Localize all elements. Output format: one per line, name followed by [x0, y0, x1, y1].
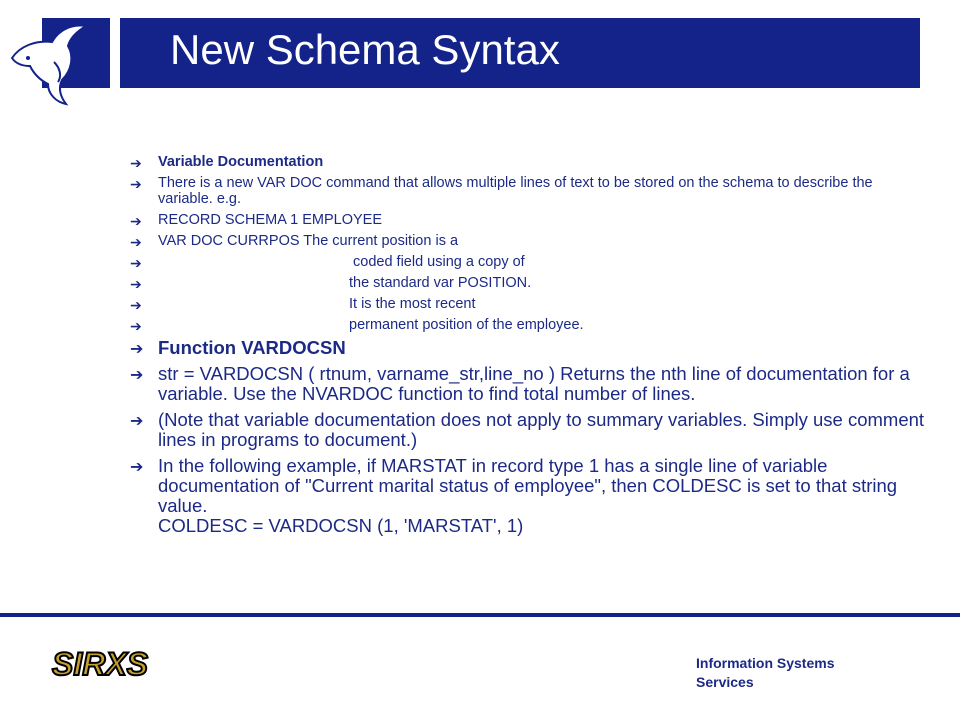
arrow-right-icon: ➔	[130, 318, 142, 334]
bullet-text: RECORD SCHEMA 1 EMPLOYEE	[158, 212, 382, 228]
bullet-text: Function VARDOCSN	[158, 337, 346, 358]
bullet-item	[130, 154, 930, 170]
bullet-item	[130, 317, 930, 333]
footer-org-line1: Information Systems	[696, 655, 835, 671]
arrow-right-icon: ➔	[130, 341, 144, 358]
arrow-right-icon: ➔	[130, 297, 142, 313]
bullet-item	[130, 338, 930, 358]
title-bar	[120, 18, 920, 88]
arrow-right-icon: ➔	[130, 234, 142, 250]
bullet-item	[130, 410, 930, 450]
arrow-right-icon: ➔	[130, 155, 142, 171]
arrow-right-icon: ➔	[130, 176, 142, 192]
bullet-list	[130, 154, 930, 542]
slide-title: New Schema Syntax	[170, 26, 560, 73]
footer-divider	[0, 613, 960, 617]
bullet-text: Variable Documentation	[158, 154, 324, 170]
bullet-item	[130, 254, 930, 270]
bullet-item	[130, 516, 930, 536]
footer-org-line2: Services	[696, 674, 754, 690]
bullet-text: VAR DOC CURRPOS The current position is a	[158, 233, 459, 249]
bullet-text: (Note that variable documentation does not apply to summary variables. Simply use comment lines in programs to document.)	[158, 409, 925, 450]
sirxs-logo	[50, 645, 150, 681]
bullet-text: It is the most recent	[349, 296, 476, 312]
bullet-text: There is a new VAR DOC command that allows multiple lines of text to be stored on the schema to describe the variable. e.g.	[158, 175, 873, 207]
arrow-right-icon: ➔	[130, 276, 142, 292]
arrow-right-icon: ➔	[130, 255, 142, 271]
sirxs-logo-text: SIRXS	[51, 646, 149, 681]
arrow-right-icon: ➔	[130, 213, 142, 229]
dolphin-logo-icon	[0, 18, 110, 106]
bullet-item	[130, 456, 930, 516]
bullet-item	[130, 212, 930, 228]
arrow-right-icon: ➔	[130, 367, 144, 384]
bullet-text: In the following example, if MARSTAT in record type 1 has a single line of variable documentation of "Current marital status of employee", then COLDESC is set to that string value.	[158, 455, 898, 516]
bullet-text: the standard var POSITION.	[349, 275, 532, 291]
arrow-right-icon: ➔	[130, 459, 144, 476]
bullet-text: permanent position of the employee.	[349, 317, 584, 333]
footer-org	[696, 654, 834, 692]
bullet-item	[130, 275, 930, 291]
bullet-item	[130, 175, 930, 207]
bullet-text: COLDESC = VARDOCSN (1, 'MARSTAT', 1)	[158, 515, 524, 536]
bullet-text: str = VARDOCSN ( rtnum, varname_str,line_no ) Returns the nth line of documentation for a variable. Use the NVARDOC function to find total number of lines.	[158, 363, 910, 404]
arrow-right-icon: ➔	[130, 413, 144, 430]
bullet-item	[130, 296, 930, 312]
bullet-item	[130, 364, 930, 404]
bullet-item	[130, 233, 930, 249]
bullet-text: coded field using a copy of	[353, 254, 525, 270]
